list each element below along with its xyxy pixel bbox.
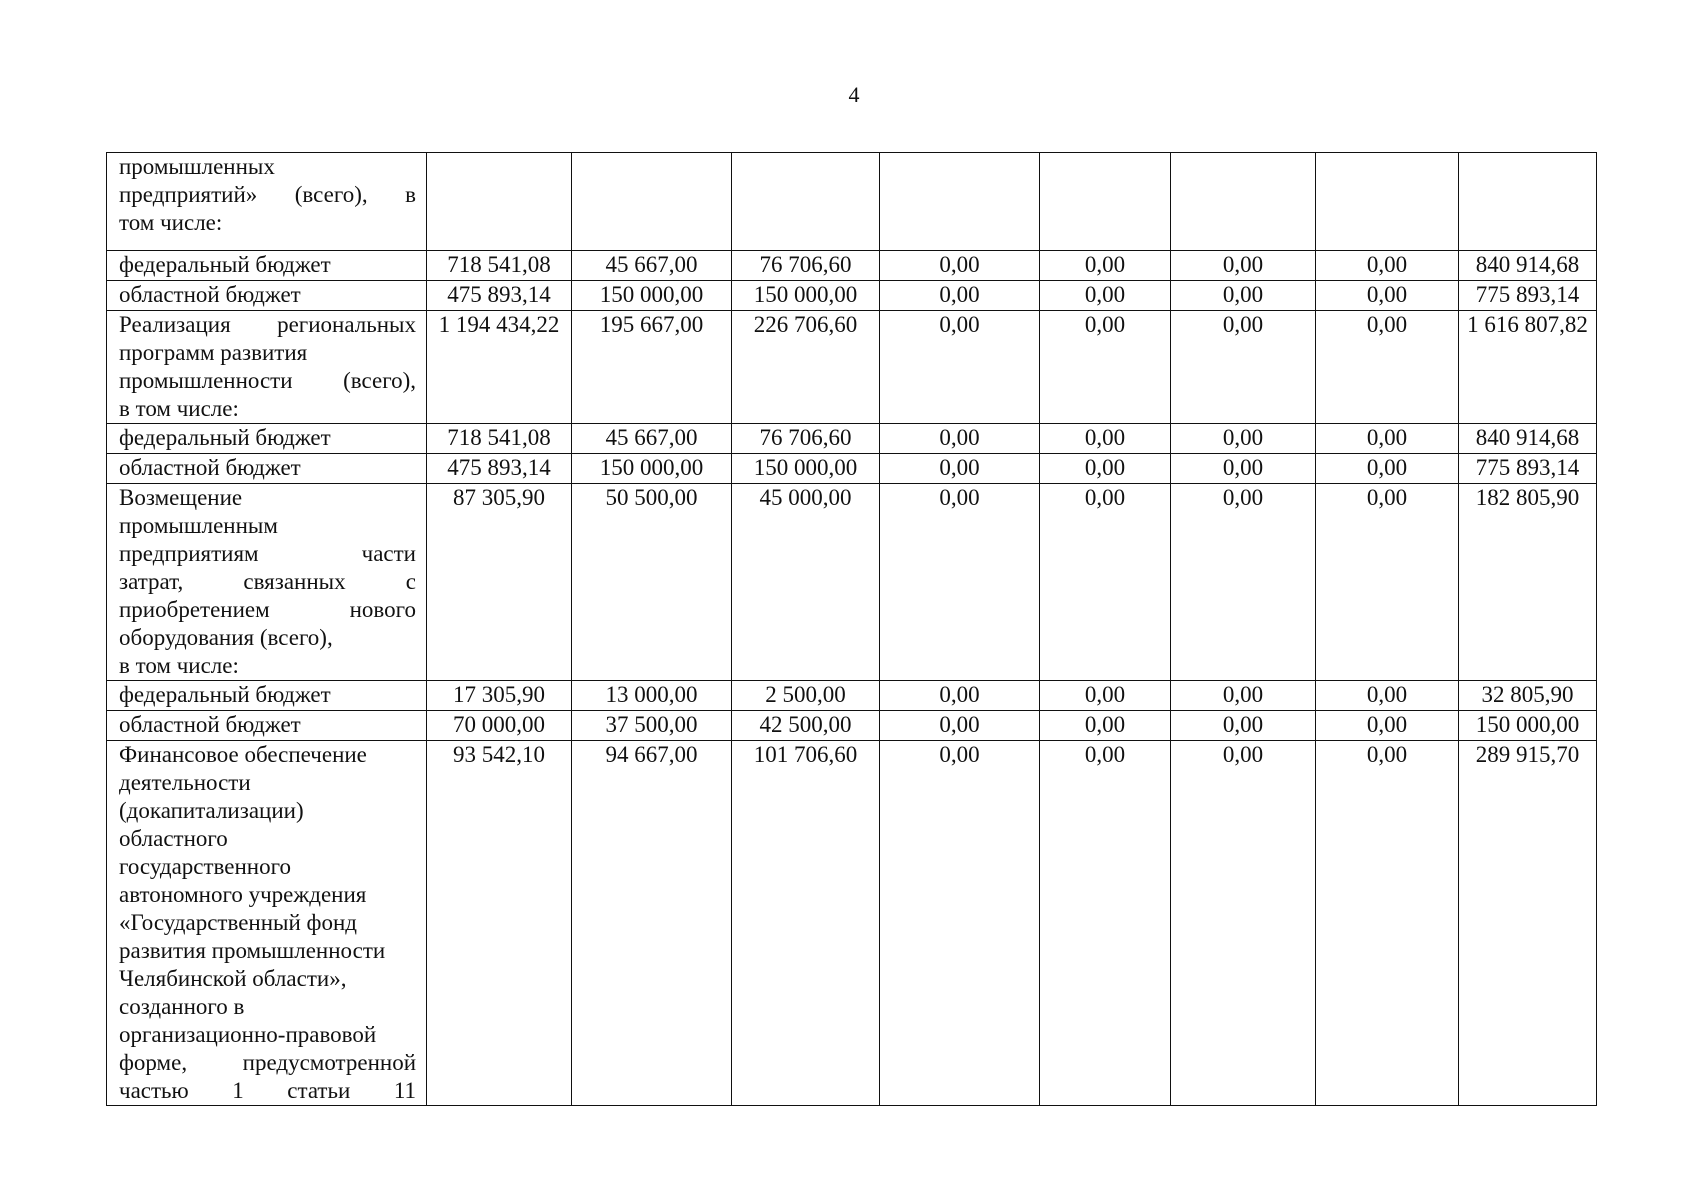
value-cell: 0,00 [1040,711,1171,741]
table-row [107,153,1597,251]
value-cell: 840 914,68 [1459,424,1597,454]
value-cell: 0,00 [880,454,1040,484]
row-label-word: частью [119,1078,189,1103]
table-row [107,484,1597,681]
row-label-line: организационно-правовой [119,1022,377,1047]
row-label-line [119,596,416,624]
row-label-line [119,568,416,596]
value-cell: 0,00 [1316,484,1459,681]
value-cell: 42 500,00 [732,711,880,741]
row-label-line: деятельности [119,770,251,795]
row-label-word: в [405,182,416,207]
row-label-line: областного [119,826,228,851]
value-cell: 718 541,08 [427,424,572,454]
row-label-line: Челябинской области», [119,966,347,991]
value-cell: 475 893,14 [427,454,572,484]
value-cell: 0,00 [1171,484,1316,681]
value-cell: 0,00 [1040,454,1171,484]
value-cell [1459,153,1597,251]
row-label-line: федеральный бюджет [119,682,331,707]
row-label-line [119,311,416,339]
row-label-line: «Государственный фонд [119,910,357,935]
value-cell: 70 000,00 [427,711,572,741]
value-cell: 45 000,00 [732,484,880,681]
row-label-line: оборудования (всего), [119,625,333,650]
row-label-line: промышленным [119,513,278,538]
row-label-line [119,181,416,209]
row-label-word: с [405,569,416,594]
row-label-line: областной бюджет [119,282,301,307]
value-cell: 0,00 [1316,454,1459,484]
value-cell: 0,00 [1316,681,1459,711]
row-label-cell [107,153,427,251]
table-row [107,741,1597,1106]
row-label-word: связанных [243,569,346,594]
row-label-line: программ развития [119,340,308,365]
table-row [107,681,1597,711]
value-cell: 0,00 [1171,281,1316,311]
value-cell: 0,00 [880,251,1040,281]
row-label-line [119,367,416,395]
value-cell: 50 500,00 [572,484,732,681]
value-cell: 0,00 [1040,311,1171,424]
row-label-line: промышленных [119,154,275,179]
value-cell [1316,153,1459,251]
table-body [107,153,1597,1106]
value-cell: 0,00 [1040,484,1171,681]
value-cell: 0,00 [1316,424,1459,454]
value-cell: 17 305,90 [427,681,572,711]
value-cell: 718 541,08 [427,251,572,281]
value-cell: 45 667,00 [572,251,732,281]
row-label-word: нового [349,597,416,622]
row-label-word: затрат, [119,569,184,594]
row-label-line: в том числе: [119,396,239,421]
row-label-word: предприятий» [119,182,258,207]
value-cell: 0,00 [880,424,1040,454]
table-row [107,251,1597,281]
budget-table [106,152,1597,1106]
row-label-line: федеральный бюджет [119,425,331,450]
row-label-line [119,540,416,568]
value-cell: 289 915,70 [1459,741,1597,1106]
row-label-word: статьи [287,1078,351,1103]
value-cell: 76 706,60 [732,251,880,281]
row-label-cell [107,251,427,281]
value-cell [572,153,732,251]
value-cell: 0,00 [880,741,1040,1106]
value-cell: 0,00 [1171,741,1316,1106]
table-row [107,424,1597,454]
value-cell: 0,00 [1171,454,1316,484]
value-cell: 0,00 [1171,311,1316,424]
row-label-line: Финансовое обеспечение [119,742,367,767]
row-label-cell [107,281,427,311]
value-cell: 13 000,00 [572,681,732,711]
row-label-line: областной бюджет [119,712,301,737]
value-cell: 775 893,14 [1459,281,1597,311]
value-cell: 0,00 [1316,251,1459,281]
row-label-word: Реализация [119,312,231,337]
value-cell: 2 500,00 [732,681,880,711]
value-cell [880,153,1040,251]
value-cell: 0,00 [1040,424,1171,454]
row-label-line: областной бюджет [119,455,301,480]
value-cell: 0,00 [1316,311,1459,424]
value-cell: 32 805,90 [1459,681,1597,711]
value-cell: 0,00 [880,711,1040,741]
value-cell: 0,00 [1171,251,1316,281]
value-cell [427,153,572,251]
row-label-word: части [361,541,416,566]
value-cell: 0,00 [1316,741,1459,1106]
row-label-cell [107,681,427,711]
row-label-word: предусмотренной [242,1050,416,1075]
value-cell: 45 667,00 [572,424,732,454]
value-cell: 150 000,00 [572,281,732,311]
row-label-word: 11 [393,1078,416,1103]
table-row [107,454,1597,484]
row-label-word: приобретением [119,597,270,622]
value-cell: 0,00 [880,681,1040,711]
value-cell: 195 667,00 [572,311,732,424]
row-label-word: региональных [277,312,416,337]
value-cell: 1 616 807,82 [1459,311,1597,424]
value-cell: 0,00 [880,281,1040,311]
row-label-line: созданного в [119,994,245,1019]
value-cell: 775 893,14 [1459,454,1597,484]
value-cell: 226 706,60 [732,311,880,424]
table-row [107,711,1597,741]
value-cell [732,153,880,251]
value-cell: 87 305,90 [427,484,572,681]
row-label-cell [107,741,427,1106]
row-label-line: федеральный бюджет [119,252,331,277]
row-label-cell [107,711,427,741]
value-cell: 0,00 [1316,281,1459,311]
row-label-line: развития промышленности [119,938,386,963]
row-label-line [119,1077,416,1105]
row-label-word: форме, [119,1050,188,1075]
value-cell: 150 000,00 [732,454,880,484]
table-row [107,281,1597,311]
value-cell: 150 000,00 [1459,711,1597,741]
value-cell: 840 914,68 [1459,251,1597,281]
value-cell: 101 706,60 [732,741,880,1106]
value-cell: 0,00 [1171,681,1316,711]
row-label-cell [107,484,427,681]
value-cell: 76 706,60 [732,424,880,454]
value-cell: 0,00 [1040,251,1171,281]
value-cell: 0,00 [1040,681,1171,711]
value-cell: 0,00 [1040,741,1171,1106]
row-label-cell [107,454,427,484]
row-label-cell [107,311,427,424]
row-label-line: в том числе: [119,653,239,678]
row-label-line [119,1049,416,1077]
value-cell: 0,00 [1316,711,1459,741]
value-cell: 0,00 [1171,424,1316,454]
row-label-word: (всего), [294,182,368,207]
row-label-word: (всего), [343,368,416,393]
value-cell: 93 542,10 [427,741,572,1106]
value-cell: 0,00 [880,311,1040,424]
row-label-line: Возмещение [119,485,243,510]
row-label-line: том числе: [119,210,223,235]
value-cell: 150 000,00 [572,454,732,484]
value-cell: 94 667,00 [572,741,732,1106]
value-cell: 0,00 [880,484,1040,681]
row-label-line: (докапитализации) [119,798,304,823]
value-cell: 150 000,00 [732,281,880,311]
row-label-word: предприятиям [119,541,259,566]
row-label-line: государственного [119,854,291,879]
value-cell [1040,153,1171,251]
row-label-word: промышленности [119,368,293,393]
value-cell: 182 805,90 [1459,484,1597,681]
row-label-word: 1 [232,1078,244,1103]
value-cell: 37 500,00 [572,711,732,741]
value-cell [1171,153,1316,251]
row-label-cell [107,424,427,454]
value-cell: 475 893,14 [427,281,572,311]
value-cell: 1 194 434,22 [427,311,572,424]
row-label-line: автономного учреждения [119,882,367,907]
page-number: 4 [848,82,860,107]
table-row [107,311,1597,424]
value-cell: 0,00 [1171,711,1316,741]
value-cell: 0,00 [1040,281,1171,311]
